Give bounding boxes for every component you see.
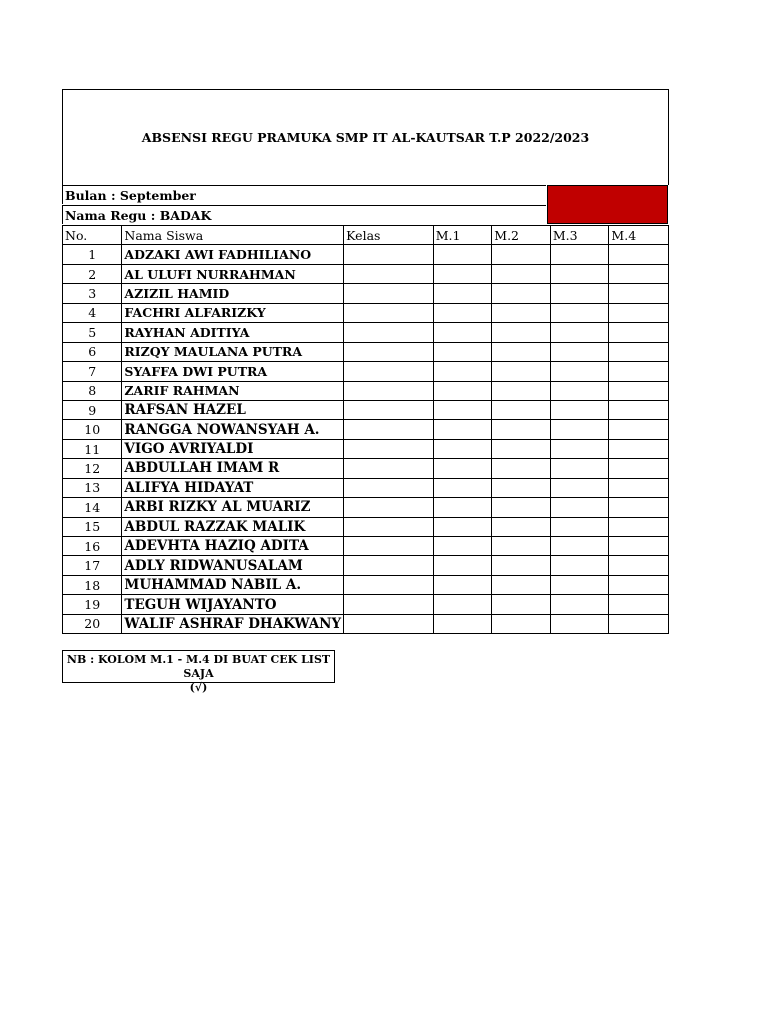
attendance-table (62, 225, 669, 634)
m3-cell[interactable] (550, 459, 609, 478)
m4-cell[interactable] (609, 303, 669, 322)
bulan-label: Bulan : September (62, 185, 546, 204)
row-number: 19 (63, 595, 122, 614)
kelas-cell[interactable] (344, 459, 434, 478)
m4-cell[interactable] (609, 575, 669, 594)
note-box (62, 650, 335, 694)
m3-cell[interactable] (550, 595, 609, 614)
row-number: 1 (63, 245, 122, 264)
kelas-cell[interactable] (344, 614, 434, 633)
m2-cell[interactable] (492, 459, 551, 478)
student-name: WALIF ASHRAF DHAKWANY (122, 614, 344, 633)
student-name: AL ULUFI NURRAHMAN (122, 264, 344, 283)
m3-cell[interactable] (550, 498, 609, 517)
kelas-cell[interactable] (344, 517, 434, 536)
m4-cell[interactable] (609, 537, 669, 556)
table-row (63, 439, 669, 458)
header-kelas: Kelas (344, 226, 434, 245)
table-row (63, 614, 669, 633)
row-number: 4 (63, 303, 122, 322)
row-number: 13 (63, 478, 122, 497)
m1-cell[interactable] (433, 537, 492, 556)
student-name: TEGUH WIJAYANTO (122, 595, 344, 614)
header-no: No. (63, 226, 122, 245)
m3-cell[interactable] (550, 556, 609, 575)
student-name: ZARIF RAHMAN (122, 381, 344, 400)
m1-cell[interactable] (433, 478, 492, 497)
m4-cell[interactable] (609, 439, 669, 458)
student-name: SYAFFA DWI PUTRA (122, 362, 344, 381)
m3-cell[interactable] (550, 264, 609, 283)
row-number: 12 (63, 459, 122, 478)
header-m1: M.1 (433, 226, 492, 245)
student-name: VIGO AVRIYALDI (122, 439, 344, 458)
kelas-cell[interactable] (344, 556, 434, 575)
table-row (63, 478, 669, 497)
m3-cell[interactable] (550, 245, 609, 264)
m2-cell[interactable] (492, 517, 551, 536)
m2-cell[interactable] (492, 614, 551, 633)
m4-cell[interactable] (609, 342, 669, 361)
row-number: 11 (63, 439, 122, 458)
kelas-cell[interactable] (344, 323, 434, 342)
m2-cell[interactable] (492, 400, 551, 419)
m1-cell[interactable] (433, 303, 492, 322)
m1-cell[interactable] (433, 362, 492, 381)
row-number: 5 (63, 323, 122, 342)
row-number: 16 (63, 537, 122, 556)
table-row (63, 420, 669, 439)
student-name: FACHRI ALFARIZKY (122, 303, 344, 322)
kelas-cell[interactable] (344, 595, 434, 614)
m2-cell[interactable] (492, 245, 551, 264)
m1-cell[interactable] (433, 264, 492, 283)
table-row (63, 400, 669, 419)
table-row (63, 459, 669, 478)
m3-cell[interactable] (550, 439, 609, 458)
table-row (63, 537, 669, 556)
m2-cell[interactable] (492, 575, 551, 594)
student-name: ADLY RIDWANUSALAM (122, 556, 344, 575)
m2-cell[interactable] (492, 303, 551, 322)
row-number: 8 (63, 381, 122, 400)
m4-cell[interactable] (609, 498, 669, 517)
m4-cell[interactable] (609, 420, 669, 439)
table-row (63, 245, 669, 264)
table-row (63, 303, 669, 322)
m1-cell[interactable] (433, 517, 492, 536)
row-number: 2 (63, 264, 122, 283)
m2-cell[interactable] (492, 284, 551, 303)
m3-cell[interactable] (550, 400, 609, 419)
m3-cell[interactable] (550, 342, 609, 361)
m1-cell[interactable] (433, 575, 492, 594)
student-name: ARBI RIZKY AL MUARIZ (122, 498, 344, 517)
row-number: 3 (63, 284, 122, 303)
m2-cell[interactable] (492, 595, 551, 614)
m3-cell[interactable] (550, 517, 609, 536)
m1-cell[interactable] (433, 498, 492, 517)
student-name: RIZQY MAULANA PUTRA (122, 342, 344, 361)
m4-cell[interactable] (609, 323, 669, 342)
m1-cell[interactable] (433, 323, 492, 342)
row-number: 14 (63, 498, 122, 517)
student-name: ALIFYA HIDAYAT (122, 478, 344, 497)
table-row (63, 342, 669, 361)
m3-cell[interactable] (550, 303, 609, 322)
row-number: 15 (63, 517, 122, 536)
row-number: 9 (63, 400, 122, 419)
m2-cell[interactable] (492, 264, 551, 283)
m3-cell[interactable] (550, 284, 609, 303)
kelas-cell[interactable] (344, 245, 434, 264)
table-row (63, 595, 669, 614)
kelas-cell[interactable] (344, 362, 434, 381)
m3-cell[interactable] (550, 478, 609, 497)
table-header-row (63, 226, 669, 245)
m3-cell[interactable] (550, 381, 609, 400)
kelas-cell[interactable] (344, 303, 434, 322)
header-m2: M.2 (492, 226, 551, 245)
table-row (63, 264, 669, 283)
kelas-cell[interactable] (344, 478, 434, 497)
kelas-cell[interactable] (344, 284, 434, 303)
m1-cell[interactable] (433, 420, 492, 439)
m4-cell[interactable] (609, 595, 669, 614)
m3-cell[interactable] (550, 323, 609, 342)
kelas-cell[interactable] (344, 400, 434, 419)
kelas-cell[interactable] (344, 264, 434, 283)
m3-cell[interactable] (550, 362, 609, 381)
m2-cell[interactable] (492, 381, 551, 400)
student-name: MUHAMMAD NABIL A. (122, 575, 344, 594)
table-row (63, 517, 669, 536)
kelas-cell[interactable] (344, 381, 434, 400)
m1-cell[interactable] (433, 342, 492, 361)
m2-cell[interactable] (492, 323, 551, 342)
m2-cell[interactable] (492, 556, 551, 575)
m4-cell[interactable] (609, 517, 669, 536)
table-row (63, 556, 669, 575)
m4-cell[interactable] (609, 264, 669, 283)
red-marker-cell (547, 185, 668, 224)
m2-cell[interactable] (492, 498, 551, 517)
m2-cell[interactable] (492, 478, 551, 497)
m4-cell[interactable] (609, 459, 669, 478)
m4-cell[interactable] (609, 245, 669, 264)
m1-cell[interactable] (433, 284, 492, 303)
m2-cell[interactable] (492, 537, 551, 556)
nama-regu-label: Nama Regu : BADAK (62, 205, 546, 224)
table-row (63, 362, 669, 381)
row-number: 6 (63, 342, 122, 361)
row-number: 18 (63, 575, 122, 594)
m2-cell[interactable] (492, 362, 551, 381)
header-m3: M.3 (550, 226, 609, 245)
row-number: 17 (63, 556, 122, 575)
student-name: ADZAKI AWI FADHILIANO (122, 245, 344, 264)
note-line-1: NB : KOLOM M.1 - M.4 DI BUAT CEK LIST SAJA (66, 653, 331, 680)
header-nama: Nama Siswa (122, 226, 344, 245)
m2-cell[interactable] (492, 420, 551, 439)
row-number: 7 (63, 362, 122, 381)
m1-cell[interactable] (433, 400, 492, 419)
m3-cell[interactable] (550, 420, 609, 439)
table-row (63, 323, 669, 342)
m1-cell[interactable] (433, 439, 492, 458)
table-row (63, 381, 669, 400)
kelas-cell[interactable] (344, 420, 434, 439)
table-row (63, 284, 669, 303)
kelas-cell[interactable] (344, 537, 434, 556)
m4-cell[interactable] (609, 362, 669, 381)
student-name: ABDUL RAZZAK MALIK (122, 517, 344, 536)
m2-cell[interactable] (492, 342, 551, 361)
m1-cell[interactable] (433, 595, 492, 614)
sheet-title: ABSENSI REGU PRAMUKA SMP IT AL-KAUTSAR T.P 2022/2023 (62, 89, 669, 185)
student-name: RANGGA NOWANSYAH A. (122, 420, 344, 439)
m4-cell[interactable] (609, 614, 669, 633)
row-number: 10 (63, 420, 122, 439)
m1-cell[interactable] (433, 614, 492, 633)
m4-cell[interactable] (609, 478, 669, 497)
student-name: ADEVHTA HAZIQ ADITA (122, 537, 344, 556)
note-line-2: (√) (189, 681, 208, 694)
student-name: RAYHAN ADITIYA (122, 323, 344, 342)
table-row (63, 575, 669, 594)
student-name: AZIZIL HAMID (122, 284, 344, 303)
m4-cell[interactable] (609, 284, 669, 303)
m4-cell[interactable] (609, 400, 669, 419)
m3-cell[interactable] (550, 575, 609, 594)
kelas-cell[interactable] (344, 498, 434, 517)
header-m4: M.4 (609, 226, 669, 245)
m3-cell[interactable] (550, 614, 609, 633)
m1-cell[interactable] (433, 556, 492, 575)
row-number: 20 (63, 614, 122, 633)
kelas-cell[interactable] (344, 342, 434, 361)
kelas-cell[interactable] (344, 439, 434, 458)
m1-cell[interactable] (433, 245, 492, 264)
student-name: ABDULLAH IMAM R (122, 459, 344, 478)
m1-cell[interactable] (433, 381, 492, 400)
m4-cell[interactable] (609, 381, 669, 400)
m2-cell[interactable] (492, 439, 551, 458)
table-row (63, 498, 669, 517)
m4-cell[interactable] (609, 556, 669, 575)
m3-cell[interactable] (550, 537, 609, 556)
student-name: RAFSAN HAZEL (122, 400, 344, 419)
m1-cell[interactable] (433, 459, 492, 478)
kelas-cell[interactable] (344, 575, 434, 594)
